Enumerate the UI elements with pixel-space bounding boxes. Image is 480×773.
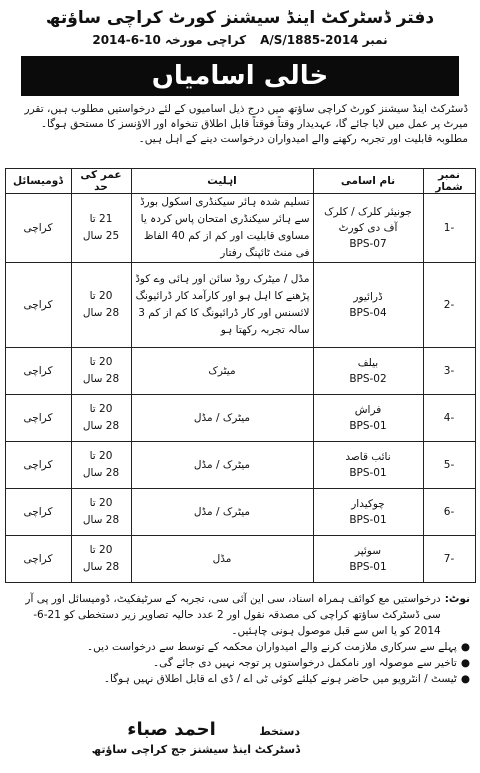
serial-number: -1 xyxy=(423,194,475,263)
age-limit xyxy=(71,263,131,348)
serial-number: -3 xyxy=(423,348,475,395)
domicile: کراچی xyxy=(5,442,71,489)
post-scale: BPS-07 xyxy=(349,238,387,250)
qualification: مڈل xyxy=(131,536,313,583)
age-limit xyxy=(71,348,131,395)
age-max: 28 سال xyxy=(82,561,120,573)
table-row xyxy=(5,536,475,583)
vacancies-table xyxy=(5,168,476,583)
table-header-row xyxy=(5,169,475,194)
notes-label: نوٹ: xyxy=(444,593,470,605)
age-min: 21 تا xyxy=(89,213,113,225)
note-text: ٹیسٹ / انٹرویو میں حاضر ہونے کیلئے کوئی ٹی اے / ڈی اے قابل اطلاق نہیں ہوگا۔ xyxy=(103,673,457,685)
domicile: کراچی xyxy=(5,489,71,536)
bullet-icon: ● xyxy=(460,641,470,653)
age-max: 28 سال xyxy=(82,467,120,479)
qualification: میٹرک xyxy=(131,348,313,395)
post-scale: BPS-01 xyxy=(349,514,387,526)
ref-date: 10-6-2014 xyxy=(92,33,161,47)
header-age-limit: عمر کی حد xyxy=(71,169,131,194)
office-title: دفتر ڈسٹرکٹ اینڈ سیشنز کورٹ کراچی ساؤتھ xyxy=(45,8,435,28)
domicile: کراچی xyxy=(5,348,71,395)
header-qualification: اہلیت xyxy=(131,169,313,194)
intro-paragraph: ڈسٹرکٹ اینڈ سیشنز کورٹ کراچی ساؤتھ میں درج ذیل اسامیوں کے لئے درخواستیں مطلوب ہیں، تقرر میرٹ پر عمل میں لایا جائے گا، عہدیدار وقتاً فوقتاً قابل اطلاق تنخواہ اور الاؤنسز کا مستحق ہوگا۔ مطلوبہ قابلیت اور تجربہ رکھنے والے امیدواران درخواست دینے کے اہل ہیں۔ xyxy=(24,103,468,145)
note-item xyxy=(10,591,470,639)
ref-number: A/S/1885-2014 xyxy=(260,33,359,47)
age-min: 20 تا xyxy=(89,356,113,368)
qualification: میٹرک / مڈل xyxy=(131,489,313,536)
table-row xyxy=(5,395,475,442)
ref-label: نمبر xyxy=(362,33,388,47)
post-scale: BPS-02 xyxy=(349,373,387,385)
age-limit xyxy=(71,194,131,263)
post-cell xyxy=(313,263,423,348)
serial-number: -4 xyxy=(423,395,475,442)
header-domicile: ڈومیسائل xyxy=(5,169,71,194)
age-limit xyxy=(71,442,131,489)
post-name: نائب قاصد xyxy=(345,451,391,463)
header-post-name: نام اسامی xyxy=(313,169,423,194)
age-max: 28 سال xyxy=(82,420,120,432)
age-min: 20 تا xyxy=(89,497,113,509)
age-limit xyxy=(71,489,131,536)
signature-block xyxy=(40,721,300,759)
bullet-icon: ● xyxy=(460,657,470,669)
age-max: 28 سال xyxy=(82,307,120,319)
post-cell xyxy=(313,395,423,442)
note-item xyxy=(10,671,470,687)
vacancies-banner: خالی اسامیاں xyxy=(21,56,459,96)
post-scale: BPS-01 xyxy=(349,467,387,479)
post-name: بیلف xyxy=(357,357,379,369)
age-limit xyxy=(71,536,131,583)
domicile: کراچی xyxy=(5,395,71,442)
post-name: جونیئر کلرک / کلرک آف دی کورٹ xyxy=(324,206,412,234)
qualification: تسلیم شدہ ہائر سیکنڈری اسکول بورڈ سے ہائر سیکنڈری امتحان پاس کردہ یا مساوی قابلیت اور کم از کم 40 الفاظ فی منٹ ٹائپنگ رفتار xyxy=(131,194,313,263)
post-name: ڈرائیور xyxy=(353,291,383,303)
post-cell xyxy=(313,536,423,583)
signatory-designation: ڈسٹرکٹ اینڈ سیشنز جج کراچی ساؤتھ xyxy=(91,743,300,756)
domicile: کراچی xyxy=(5,194,71,263)
qualification: میٹرک / مڈل xyxy=(131,442,313,489)
serial-number: -7 xyxy=(423,536,475,583)
post-cell xyxy=(313,489,423,536)
serial-number: -5 xyxy=(423,442,475,489)
age-min: 20 تا xyxy=(89,544,113,556)
age-min: 20 تا xyxy=(89,290,113,302)
bullet-icon: ● xyxy=(460,673,470,685)
age-min: 20 تا xyxy=(89,450,113,462)
post-name: چوکیدار xyxy=(351,498,385,510)
header-serial: نمبر شمار xyxy=(423,169,475,194)
qualification: میٹرک / مڈل xyxy=(131,395,313,442)
note-text: درخواستیں مع کوائف ہمراہ اسناد، سی این آئی سی، تجربہ کے سرٹیفکیٹ، ڈومیسائل اور پی آر سی ڈسٹرکٹ ساؤتھ کراچی کی مصدقہ نقول اور 2 عدد حالیہ تصاویر زیر دستخطی کو 21-6-2014 کو یا اس سے قبل موصول ہونی چاہئیں۔ xyxy=(25,593,441,637)
post-cell xyxy=(313,194,423,263)
post-name: فراش xyxy=(354,404,382,416)
domicile: کراچی xyxy=(5,536,71,583)
post-cell xyxy=(313,348,423,395)
age-min: 20 تا xyxy=(89,403,113,415)
notes-section xyxy=(4,583,476,703)
table-row xyxy=(5,263,475,348)
post-scale: BPS-04 xyxy=(349,307,387,319)
qualification: مڈل / میٹرک روڈ سائن اور ہائی وے کوڈ پڑھنے کا اہل ہو اور کارآمد کار ڈرائیونگ لائسنس اور کار ڈرائیونگ کا کم از کم 3 سالہ تجربہ رکھتا ہو xyxy=(131,263,313,348)
table-row xyxy=(5,194,475,263)
table-row xyxy=(5,489,475,536)
note-item xyxy=(10,639,470,655)
signatory-name: احمد صباء xyxy=(127,719,216,740)
age-max: 28 سال xyxy=(82,373,120,385)
age-max: 28 سال xyxy=(82,514,120,526)
age-limit xyxy=(71,395,131,442)
age-max: 25 سال xyxy=(82,230,120,242)
note-item xyxy=(10,655,470,671)
post-scale: BPS-01 xyxy=(349,420,387,432)
post-scale: BPS-01 xyxy=(349,561,387,573)
note-text: تاخیر سے موصولہ اور نامکمل درخواستوں پر توجہ نہیں دی جائے گی۔ xyxy=(153,657,457,669)
date-label: کراچی مورخہ xyxy=(164,33,247,47)
table-row xyxy=(5,442,475,489)
post-name: سوئپر xyxy=(354,545,382,557)
table-row xyxy=(5,348,475,395)
serial-number: -2 xyxy=(423,263,475,348)
note-text: پہلے سے سرکاری ملازمت کرنے والے امیدواران محکمہ کے توسط سے درخواست دیں۔ xyxy=(86,641,457,653)
domicile: کراچی xyxy=(5,263,71,348)
post-cell xyxy=(313,442,423,489)
signature-label: دستخط xyxy=(259,725,300,738)
reference-line xyxy=(4,30,476,50)
serial-number: -6 xyxy=(423,489,475,536)
